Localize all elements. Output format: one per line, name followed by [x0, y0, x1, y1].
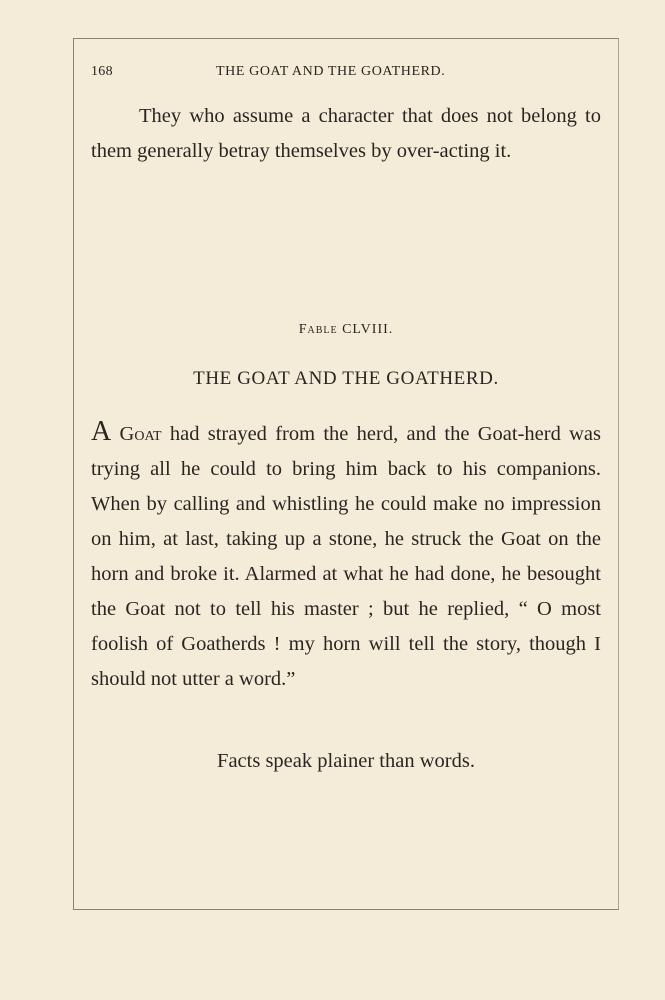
fable-moral: Facts speak plainer than words. [217, 750, 475, 772]
fable-lead-word: Goat [119, 423, 162, 445]
fable-body-text: had strayed from the herd, and the Goat-herd was trying all he could to bring him back to his companions. When by calling and whistling he could make no impression on him, at last, taking up a stone, he struck the Goat on the horn and broke it. Alarmed at what he had done, he besought the Goat not to tell his master ; but he replied, “ O most foolish of Goatherds ! my horn will tell the story, though I should not utter a word.” [91, 423, 602, 690]
fable-body [91, 414, 601, 697]
fable-number: Fable CLVIII. [298, 322, 394, 337]
running-head-title: THE GOAT AND THE GOATHERD. [216, 64, 446, 79]
running-head [91, 64, 601, 84]
page-number: 168 [91, 64, 113, 79]
fable-initial: A [91, 416, 112, 447]
previous-fable-moral: They who assume a character that does not belong to them generally betray themselves by over-acting it. [91, 105, 601, 162]
fable-title: THE GOAT AND THE GOATHERD. [193, 368, 499, 389]
